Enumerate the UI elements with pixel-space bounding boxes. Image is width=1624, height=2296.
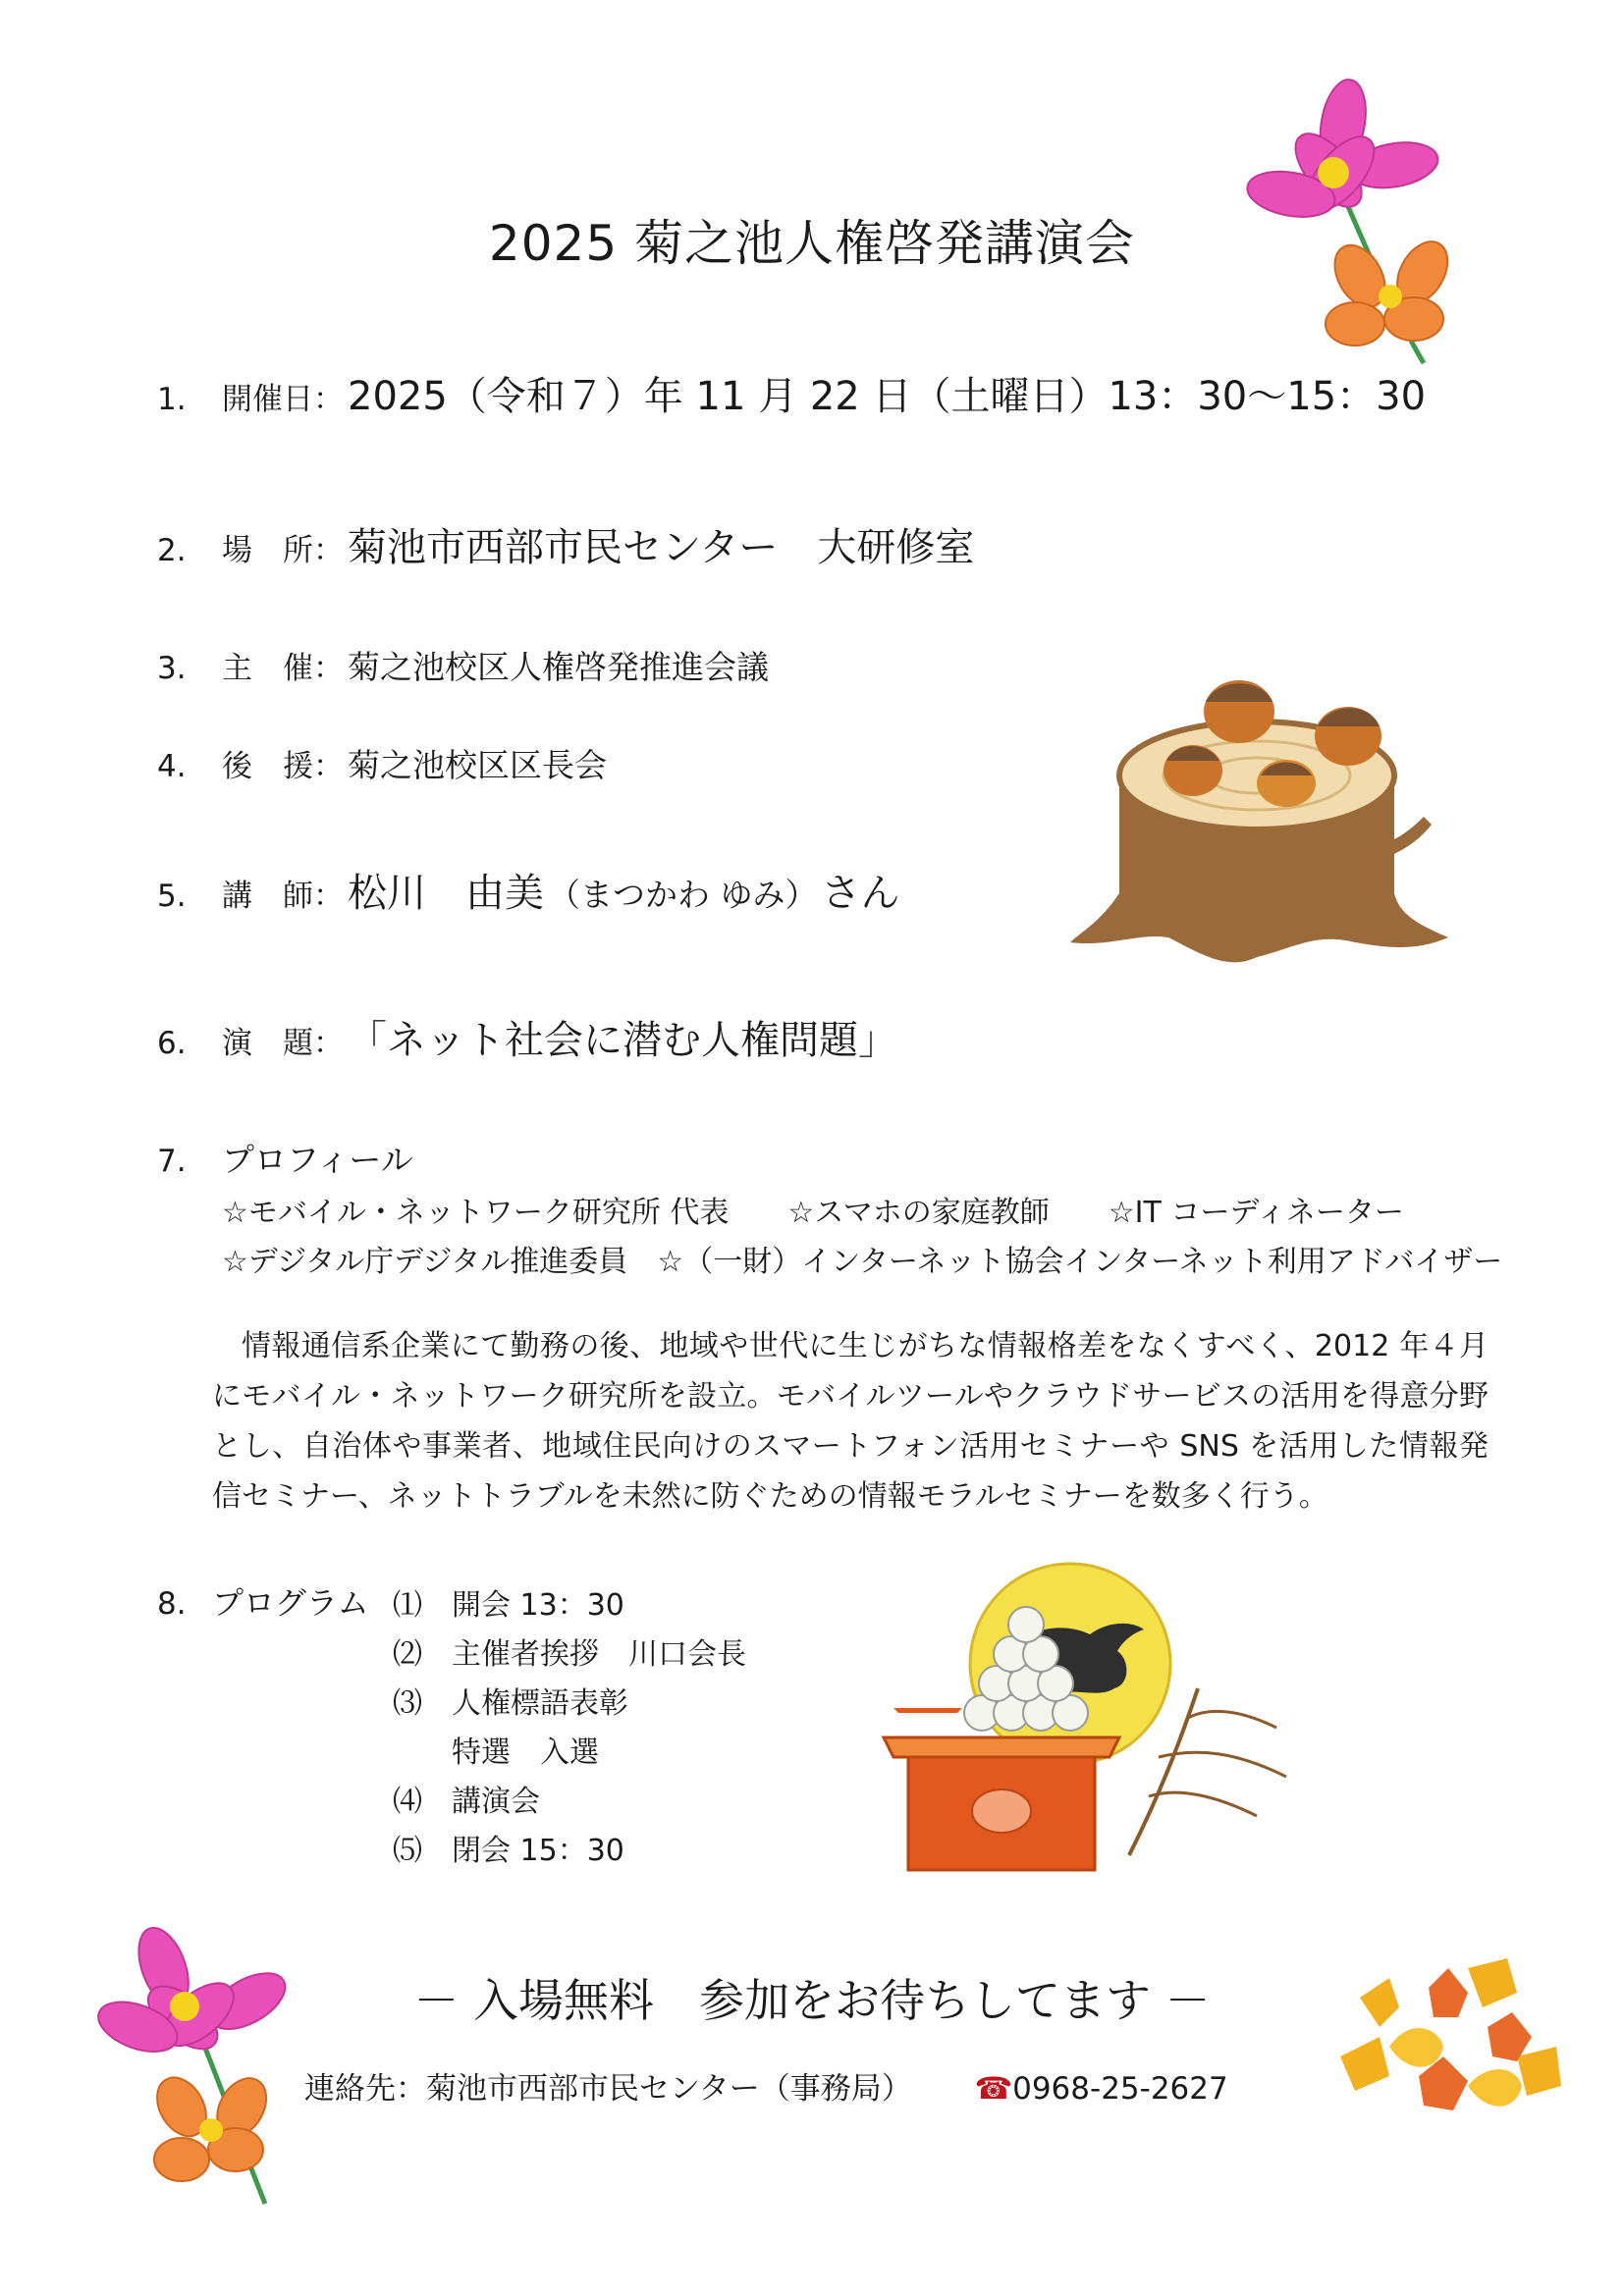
item-value: 菊之池校区人権啓発推進会議: [348, 648, 769, 686]
item-number: 5.: [157, 879, 187, 914]
phone-icon: ☎: [974, 2071, 1013, 2107]
item-value: 2025（令和７）年 11 月 22 日（土曜日）13：30～15：30: [348, 374, 1427, 419]
lecturer-name: 松川 由美: [348, 871, 544, 916]
item-value: 菊之池校区区長会: [348, 746, 607, 784]
program-item: ⑵ 主催者挨拶 川口会長: [393, 1637, 746, 1672]
program-item: 特選 入選: [452, 1735, 599, 1770]
item-number: 2.: [157, 533, 187, 568]
autumn-leaves-icon: [1321, 1939, 1576, 2135]
item-topic: 6. 演 題 ： 「ネット社会に潜む人権問題」: [157, 1009, 897, 1065]
item-number: 4.: [157, 749, 187, 784]
item-number: 3.: [157, 651, 187, 686]
program-title: プログラム: [212, 1584, 369, 1622]
contact-label: 連絡先：菊池市西部市民センター（事務局）: [304, 2071, 912, 2107]
item-sponsor: 4. 後 援 ： 菊之池校区区長会: [157, 740, 607, 786]
program-heading: [157, 1578, 369, 1624]
item-label: 主 催: [222, 651, 313, 686]
free-admission-banner: － 入場無料 参加をお待ちしてます －: [413, 1974, 1211, 2027]
item-label: 後 援: [222, 749, 313, 784]
item-value: 菊池市西部市民センター 大研修室: [348, 525, 975, 570]
profile-heading: [157, 1135, 413, 1181]
cosmos-flower-icon: [69, 1924, 304, 2209]
profile-title: プロフィール: [222, 1141, 413, 1179]
contact-info: [304, 2063, 1228, 2108]
program-item: ⑶ 人権標語表彰: [393, 1686, 628, 1721]
contact-phone: 0968-25-2627: [1012, 2071, 1228, 2107]
item-label: 講 師: [222, 879, 313, 914]
item-number: 7.: [157, 1144, 187, 1179]
item-label: 演 題: [222, 1026, 313, 1061]
item-number: 8.: [157, 1586, 187, 1622]
item-label: 場 所: [222, 533, 313, 568]
page-title: 2025 菊之池人権啓発講演会: [488, 215, 1136, 272]
item-venue: 2. 場 所 ： 菊池市西部市民センター 大研修室: [157, 516, 974, 572]
item-date: 1. 開催日 ： 2025（令和７）年 11 月 22 日（土曜日）13：30～15：30: [157, 365, 1426, 421]
profile-line-2: ☆デジタル庁デジタル推進委員 ☆（一財）インターネット協会インターネット利用アドバイザー: [222, 1245, 1503, 1279]
item-lecturer: 5. 講 師 ： 松川 由美 （まつかわ ゆみ） さん: [157, 862, 900, 918]
moon-rabbit-icon: [864, 1561, 1316, 1914]
lecturer-honorific: さん: [821, 871, 900, 916]
item-number: 6.: [157, 1026, 187, 1061]
item-number: 1.: [157, 382, 187, 417]
program-item: ⑸ 閉会 15：30: [393, 1834, 624, 1868]
program-item: ⑴ 開会 13：30: [393, 1588, 624, 1623]
profile-description: 情報通信系企業にて勤務の後、地域や世代に生じがちな情報格差をなくすべく、2012 年４月 にモバイル・ネットワーク研究所を設立。モバイルツールやクラウドサービスの活用を得意分野とし、自治体や事業者、地域住民向けのスマートフォン活用セミナーや SNS を活用した情報発信セミナー、ネットトラブルを未然に防ぐための情報モラルセミナーを数多く行う。: [212, 1329, 1489, 1514]
profile-line-1: ☆モバイル・ネットワーク研究所 代表 ☆スマホの家庭教師 ☆IT コーディネーター: [222, 1196, 1404, 1230]
program-item: ⑷ 講演会: [393, 1785, 540, 1819]
item-label: 開催日: [222, 382, 313, 417]
lecturer-reading: （まつかわ ゆみ）: [548, 876, 818, 914]
item-organizer: 3. 主 催 ： 菊之池校区人権啓発推進会議: [157, 642, 769, 688]
item-value: 「ネット社会に潜む人権問題」: [348, 1018, 897, 1063]
acorn-stump-icon: [1060, 658, 1463, 982]
cosmos-flower-icon: [1218, 79, 1473, 373]
